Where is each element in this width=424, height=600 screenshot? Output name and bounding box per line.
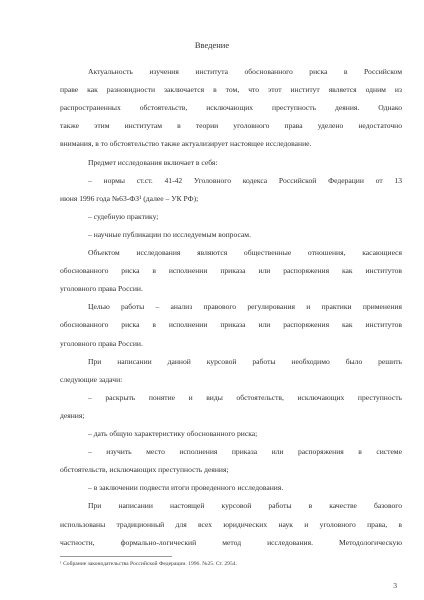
text-line: деяния; [60,410,85,420]
page-title: Введение [194,40,230,50]
text-line: июня 1996 года №63-ФЗ¹ (далее – УК РФ); [60,193,199,203]
text-line: обоснованного риска в исполнении приказа или распоряжения как институтов [60,266,402,276]
text-line: распространенных обстоятельств, исключающих преступность деяния. Однако [60,103,402,113]
text-line: обоснованного риска в исполнении приказа или распоряжения как институтов [60,320,402,330]
text-line: – раскрыть понятие и виды обстоятельств, исключающих преступность [88,392,402,402]
text-line: также этим институтам в теории уголовного права уделено недостаточно [60,121,402,131]
text-line: – изучить место исполнения приказа или распоряжения в системе [88,447,402,457]
text-line: – научные публикации по исследуемым вопросам. [88,229,251,239]
page-number: 3 [393,581,397,590]
text-line: – нормы ст.ст. 41-42 Уголовного кодекса Российской Федерации от 13 [88,175,402,185]
text-line: – в заключении подвести итоги проведенного исследования. [88,483,284,493]
footnote: ¹ Собрание законодательства Российской Федерации. 1996. №25. Ст. 2954. [60,561,237,567]
text-line: При написании настоящей курсовой работы в качестве базового [88,501,402,511]
text-line: Предмет исследования включает в себя: [88,157,218,167]
text-line: – судебную практику; [88,211,159,221]
text-line: использованы традиционный для всех юридических наук и уголовного права, в [60,519,402,529]
text-line: следующие задачи: [60,374,123,384]
text-line: Объектом исследования являются общественные отношения, касающиеся [88,248,402,257]
text-line: уголовного права России. [60,284,143,294]
text-line: Актуальность изучения института обоснованного риска в Российском [88,67,402,76]
text-line: Целью работы – анализ правового регулирования и практики применения [88,302,402,312]
text-line: праве как разновидности заключается в том, что этот институт является одним из [60,85,402,95]
text-line: При написании данной курсовой работы необходимо было решить [88,356,402,366]
footnote-divider [60,556,172,557]
text-line: частности, формально-логический метод исследования. Методологическую [60,537,402,547]
text-line: уголовного права России. [60,338,143,348]
text-line: внимания, в то обстоятельство также актуализирует настоящее исследование. [60,139,312,149]
text-line: – дать общую характеристику обоснованного риска; [88,429,258,438]
text-line: обстоятельств, исключающих преступность деяния; [60,465,229,475]
